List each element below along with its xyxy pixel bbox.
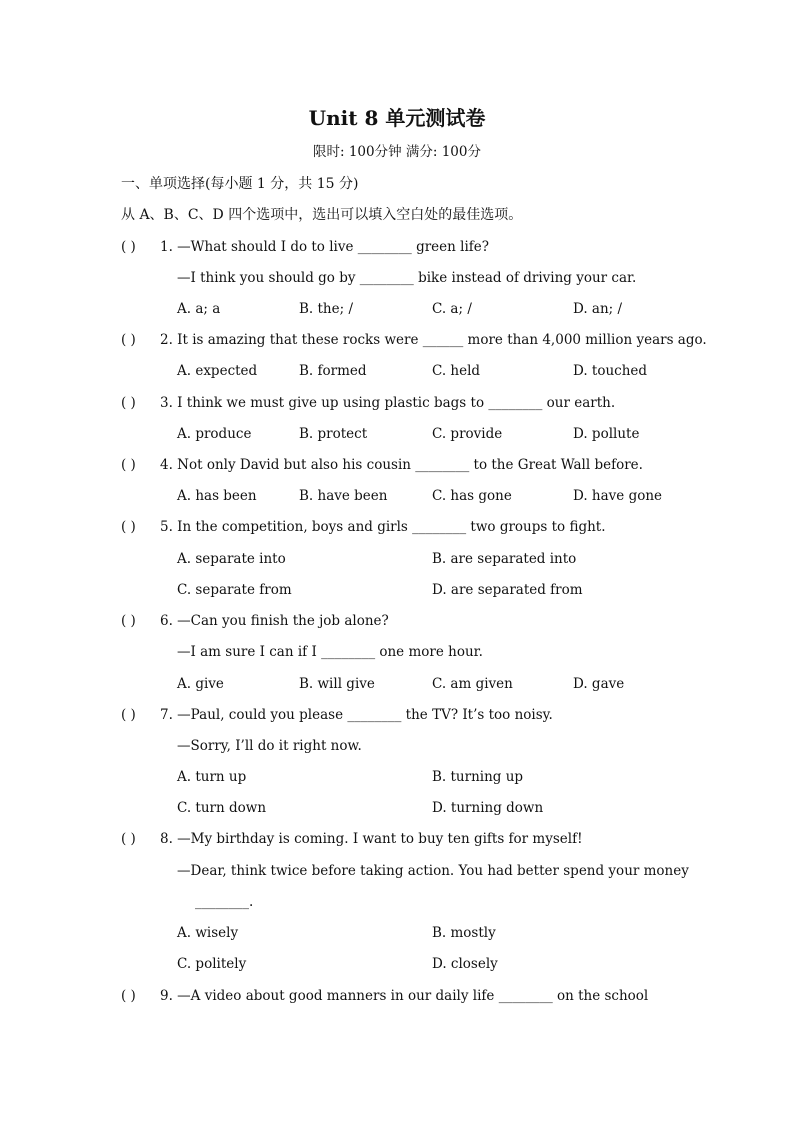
question-continuation: —Dear, think twice before taking action. You had better spend your money	[177, 863, 689, 879]
option-b: B. protect	[299, 426, 368, 442]
time-score-info: 限时: 100分钟 满分: 100分	[312, 144, 481, 160]
option-c: C. politely	[177, 956, 247, 972]
option-c: C. a; /	[432, 301, 472, 317]
question-continuation: —I am sure I can if I ________ one more hour.	[177, 644, 483, 660]
question-stem: 6. —Can you finish the job alone?	[160, 613, 389, 629]
answer-paren[interactable]: ( )	[121, 332, 136, 348]
option-b: B. formed	[299, 363, 367, 379]
option-d: D. have gone	[573, 488, 663, 504]
answer-paren[interactable]: ( )	[121, 831, 136, 847]
option-d: D. touched	[573, 363, 648, 379]
question-stem: 9. —A video about good manners in our daily life ________ on the school	[160, 988, 649, 1004]
answer-paren[interactable]: ( )	[121, 239, 136, 255]
option-d: D. closely	[432, 956, 498, 972]
option-c: C. held	[432, 363, 481, 379]
option-c: C. has gone	[432, 488, 512, 504]
answer-paren[interactable]: ( )	[121, 707, 136, 723]
option-c: C. am given	[432, 676, 513, 692]
option-c: C. separate from	[177, 582, 292, 598]
option-b: B. the; /	[299, 301, 353, 317]
question-stem: 8. —My birthday is coming. I want to buy ten gifts for myself!	[160, 831, 583, 847]
option-d: D. are separated from	[432, 582, 583, 598]
question-stem: 5. In the competition, boys and girls ________ two groups to fight.	[160, 519, 606, 535]
question-continuation: —Sorry, I’ll do it right now.	[177, 738, 362, 754]
option-a: A. wisely	[177, 925, 239, 941]
question-stem: 3. I think we must give up using plastic bags to ________ our earth.	[160, 395, 616, 411]
section-instruction: 从 A、B、C、D 四个选项中，选出可以填入空白处的最佳选项。	[121, 207, 523, 223]
question-stem: 2. It is amazing that these rocks were ______ more than 4,000 million years ago.	[160, 332, 707, 348]
option-d: D. turning down	[432, 800, 544, 816]
option-d: D. pollute	[573, 426, 640, 442]
option-c: C. turn down	[177, 800, 267, 816]
option-a: A. turn up	[177, 769, 247, 785]
option-b: B. mostly	[432, 925, 496, 941]
option-a: A. a; a	[177, 301, 221, 317]
answer-paren[interactable]: ( )	[121, 395, 136, 411]
answer-paren[interactable]: ( )	[121, 457, 136, 473]
question-stem: 7. —Paul, could you please ________ the TV? It’s too noisy.	[160, 707, 553, 723]
option-b: B. will give	[299, 676, 375, 692]
question-stem: 4. Not only David but also his cousin ________ to the Great Wall before.	[160, 457, 643, 473]
question-continuation: —I think you should go by ________ bike instead of driving your car.	[177, 270, 637, 286]
option-b: B. are separated into	[432, 551, 577, 567]
option-c: C. provide	[432, 426, 503, 442]
option-d: D. an; /	[573, 301, 623, 317]
answer-paren[interactable]: ( )	[121, 988, 136, 1004]
answer-paren[interactable]: ( )	[121, 519, 136, 535]
question-continuation: ________.	[195, 894, 254, 910]
option-a: A. separate into	[177, 551, 286, 567]
option-b: B. turning up	[432, 769, 524, 785]
option-a: A. has been	[177, 488, 257, 504]
option-d: D. gave	[573, 676, 625, 692]
section-heading: 一、单项选择(每小题 1 分，共 15 分)	[121, 176, 359, 192]
page-title: Unit 8 单元测试卷	[308, 106, 486, 130]
answer-paren[interactable]: ( )	[121, 613, 136, 629]
option-a: A. expected	[177, 363, 258, 379]
option-a: A. produce	[177, 426, 252, 442]
question-stem: 1. —What should I do to live ________ green life?	[160, 239, 489, 255]
option-b: B. have been	[299, 488, 388, 504]
option-a: A. give	[177, 676, 224, 692]
